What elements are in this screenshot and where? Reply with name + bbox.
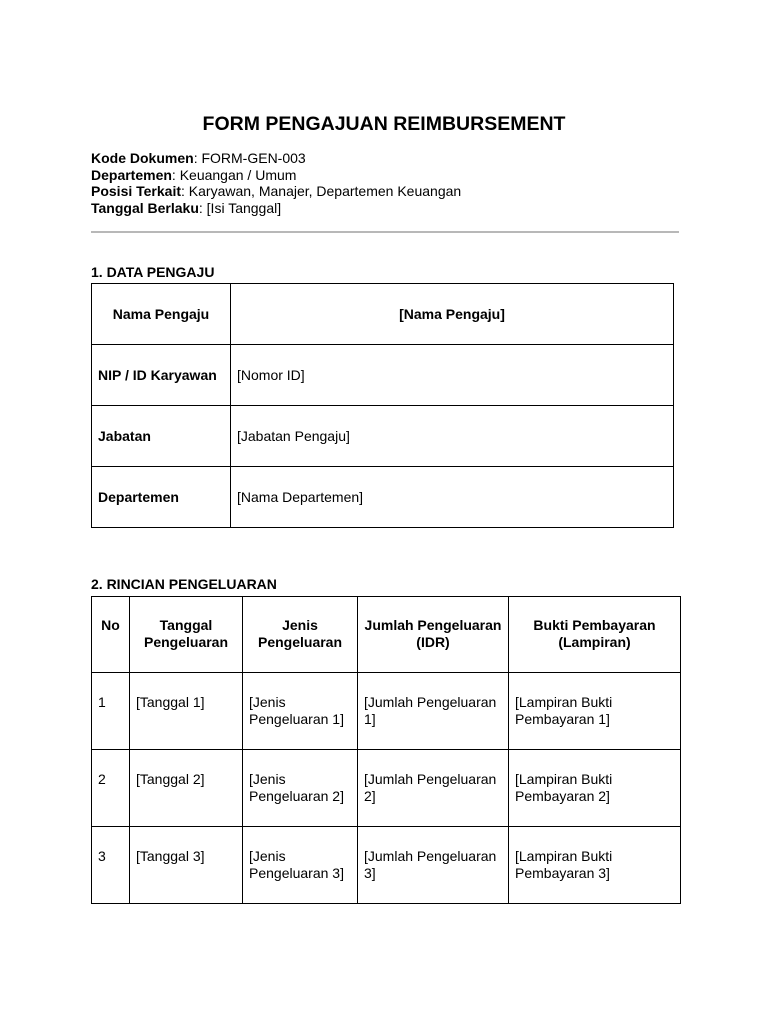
row-value: [Nama Departemen] <box>231 467 674 528</box>
cell-no: 1 <box>92 673 130 750</box>
row-value: [Nama Pengaju] <box>231 284 674 345</box>
table-row <box>92 284 674 345</box>
meta-label: Kode Dokumen <box>91 150 194 166</box>
meta-kode-dokumen <box>91 150 461 167</box>
meta-value: : [Isi Tanggal] <box>198 199 282 216</box>
document-title: FORM PENGAJUAN REIMBURSEMENT <box>202 113 566 135</box>
row-value: [Jabatan Pengaju] <box>231 406 674 467</box>
cell-tanggal: [Tanggal 3] <box>130 827 243 904</box>
column-header-jenis: Jenis Pengeluaran <box>243 597 358 673</box>
section-title-rincian-pengeluaran: 2. RINCIAN PENGELUARAN <box>91 576 277 592</box>
meta-departemen <box>91 167 461 184</box>
cell-bukti: [Lampiran Bukti Pembayaran 3] <box>509 827 681 904</box>
cell-tanggal: [Tanggal 2] <box>130 750 243 827</box>
document-meta <box>91 150 461 216</box>
meta-tanggal-berlaku <box>91 200 461 217</box>
meta-value: : Karyawan, Manajer, Departemen Keuangan <box>181 183 462 199</box>
cell-jumlah: [Jumlah Pengeluaran 3] <box>358 827 509 904</box>
table-row <box>92 406 674 467</box>
expense-details-table <box>91 596 681 904</box>
cell-no: 2 <box>92 750 130 827</box>
cell-bukti: [Lampiran Bukti Pembayaran 2] <box>509 750 681 827</box>
cell-tanggal: [Tanggal 1] <box>130 673 243 750</box>
meta-value: : FORM-GEN-003 <box>193 150 306 166</box>
cell-jumlah: [Jumlah Pengeluaran 2] <box>358 750 509 827</box>
meta-value: : Keuangan / Umum <box>171 166 297 183</box>
row-label: Jabatan <box>92 406 231 467</box>
row-label: Departemen <box>92 467 231 528</box>
table-row <box>92 750 681 827</box>
cell-jenis: [Jenis Pengeluaran 2] <box>243 750 358 827</box>
cell-bukti: [Lampiran Bukti Pembayaran 1] <box>509 673 681 750</box>
column-header-jumlah: Jumlah Pengeluaran (IDR) <box>358 597 509 673</box>
table-row <box>92 345 674 406</box>
meta-posisi-terkait <box>91 183 461 200</box>
column-header-tanggal: Tanggal Pengeluaran <box>130 597 243 673</box>
table-row <box>92 827 681 904</box>
column-header-no: No <box>92 597 130 673</box>
row-value: [Nomor ID] <box>231 345 674 406</box>
table-row <box>92 467 674 528</box>
cell-no: 3 <box>92 827 130 904</box>
section-title-data-pengaju: 1. DATA PENGAJU <box>91 264 215 280</box>
table-row <box>92 673 681 750</box>
row-label: NIP / ID Karyawan <box>92 345 231 406</box>
meta-label: Posisi Terkait <box>91 183 182 199</box>
applicant-data-table <box>91 283 674 528</box>
cell-jenis: [Jenis Pengeluaran 1] <box>243 673 358 750</box>
divider <box>91 231 679 233</box>
table-header-row <box>92 597 681 673</box>
column-header-bukti: Bukti Pembayaran (Lampiran) <box>509 597 681 673</box>
cell-jumlah: [Jumlah Pengeluaran 1] <box>358 673 509 750</box>
meta-label: Tanggal Berlaku <box>91 199 199 216</box>
row-label: Nama Pengaju <box>92 284 231 345</box>
cell-jenis: [Jenis Pengeluaran 3] <box>243 827 358 904</box>
meta-label: Departemen <box>91 166 172 183</box>
